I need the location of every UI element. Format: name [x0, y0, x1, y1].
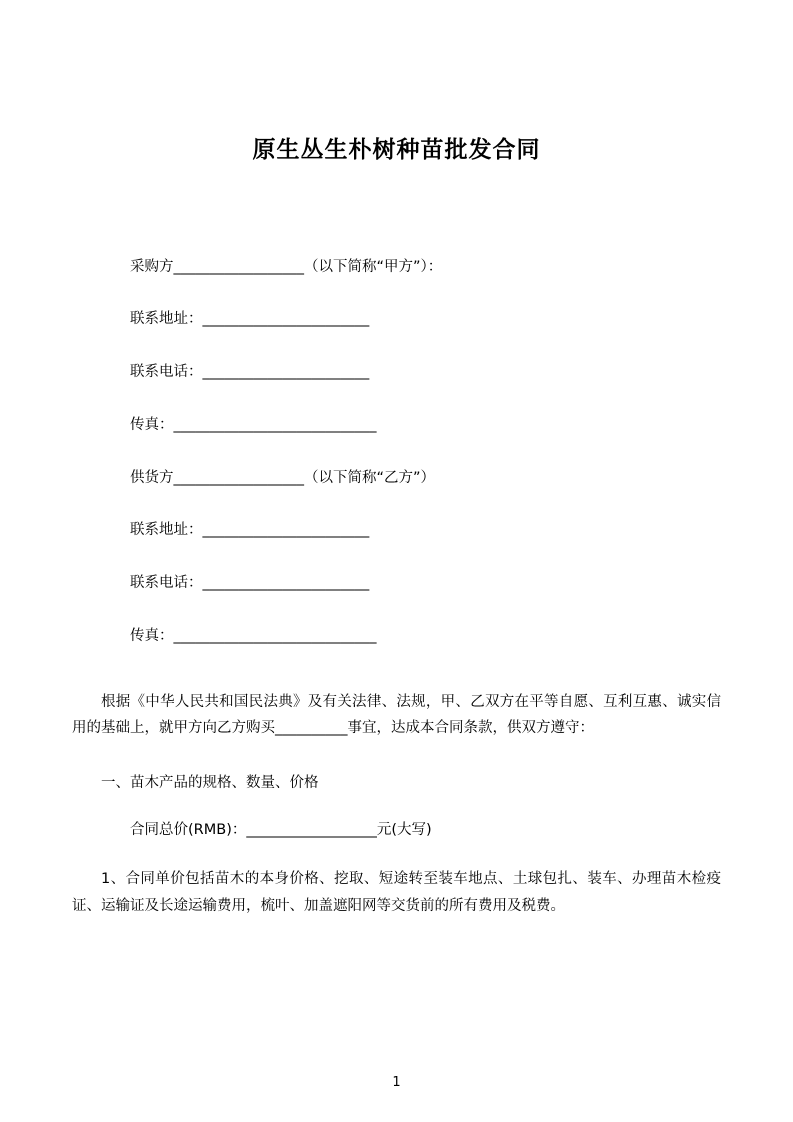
- party-line-supplier-fax: [72, 626, 721, 648]
- document-body: [0, 257, 793, 920]
- party-blank-buyer-phone[interactable]: _______________________: [202, 364, 370, 381]
- party-label-supplier-phone: 联系电话：: [130, 575, 203, 592]
- party-label-supplier-fax: 传真：: [130, 627, 174, 644]
- party-line-buyer-fax: [72, 415, 721, 437]
- preamble-paragraph: 根据《中华人民共和国民法典》及有关法律、法规，甲、乙双方在平等自愿、互利互惠、诚实信用的基础上，就甲方向乙方购买__________事宜，达成本合同条款，供双方遵守：: [72, 693, 721, 737]
- party-blank-supplier[interactable]: __________________: [173, 469, 304, 486]
- party-label-buyer-fax: 传真：: [130, 416, 174, 433]
- party-blank-buyer[interactable]: __________________: [173, 258, 304, 275]
- party-blank-supplier-address[interactable]: _______________________: [202, 522, 370, 539]
- total-price-label: 合同总价(RMB)：: [130, 822, 247, 839]
- party-line-buyer-address: [72, 309, 721, 331]
- party-line-supplier: [72, 468, 721, 490]
- party-line-supplier-address: [72, 520, 721, 542]
- section-heading-one: 一、苗木产品的规格、数量、价格: [101, 775, 319, 792]
- page-number: 1: [392, 1075, 401, 1090]
- party-label-supplier-address: 联系地址：: [130, 522, 203, 539]
- clause-1-paragraph: 1、合同单价包括苗木的本身价格、挖取、短途转至装车地点、土球包扎、装车、办理苗木检疫证、运输证及长途运输费用，梳叶、加盖遮阳网等交货前的所有费用及税费。: [72, 870, 721, 914]
- total-price-suffix: 元(大写): [376, 822, 432, 839]
- total-price-blank[interactable]: __________________: [246, 822, 377, 839]
- party-blank-buyer-address[interactable]: _______________________: [202, 311, 370, 328]
- party-label-supplier: 供货方: [130, 469, 174, 486]
- party-blank-supplier-phone[interactable]: _______________________: [202, 575, 370, 592]
- party-line-buyer-phone: [72, 362, 721, 384]
- party-label-buyer-address: 联系地址：: [130, 311, 203, 328]
- party-line-buyer: [72, 257, 721, 279]
- total-price-line: [72, 817, 721, 844]
- party-line-supplier-phone: [72, 573, 721, 595]
- party-label-buyer: 采购方: [130, 258, 174, 275]
- party-label-buyer-phone: 联系电话：: [130, 364, 203, 381]
- party-blank-buyer-fax[interactable]: ____________________________: [173, 416, 377, 433]
- party-suffix-supplier: （以下简称“乙方”）: [304, 469, 436, 486]
- party-suffix-buyer: （以下简称“甲方”）：: [304, 258, 443, 275]
- party-blank-supplier-fax[interactable]: ____________________________: [173, 627, 377, 644]
- page-title: 原生丛生朴树种苗批发合同: [252, 137, 541, 163]
